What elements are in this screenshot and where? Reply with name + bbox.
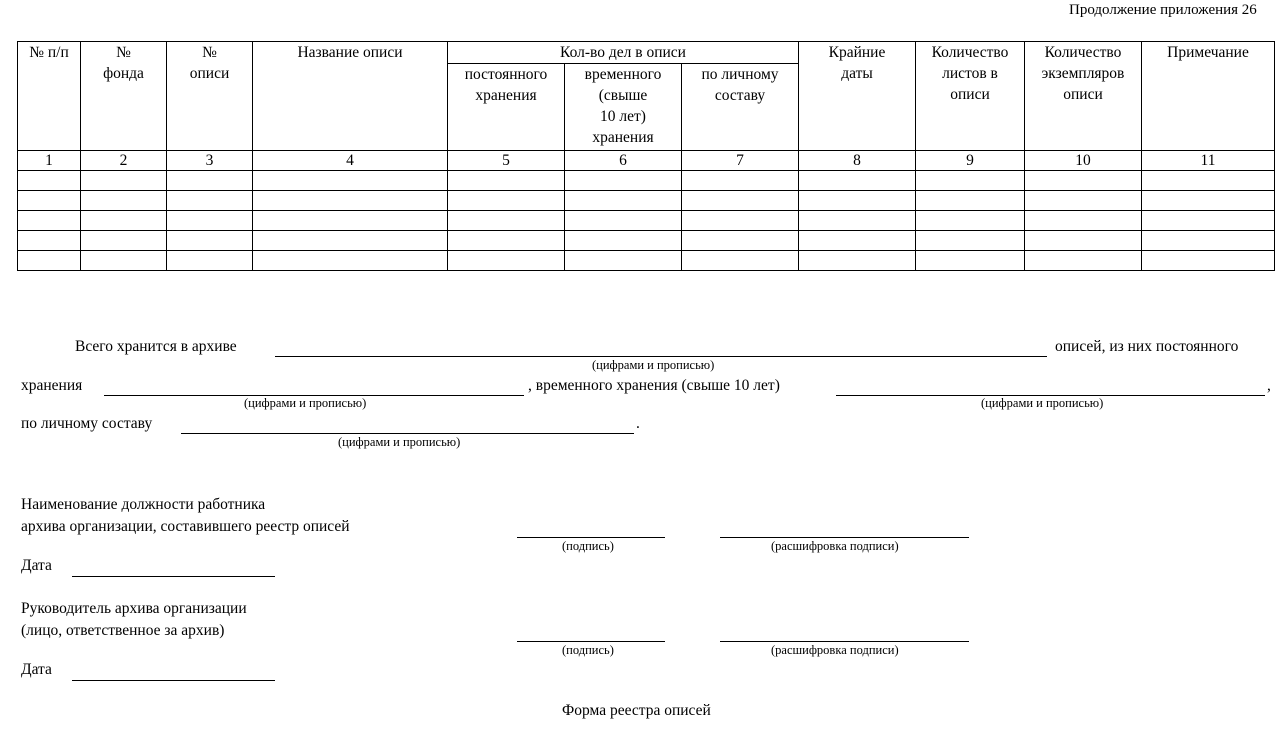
total-label: Всего хранится в архиве xyxy=(75,338,237,355)
table-cell[interactable] xyxy=(253,191,448,211)
table-cell[interactable] xyxy=(18,251,81,271)
table-cell[interactable] xyxy=(448,171,565,191)
compiler-signature-field[interactable] xyxy=(517,537,665,538)
table-cell[interactable] xyxy=(18,191,81,211)
table-cell[interactable] xyxy=(682,171,799,191)
subcol-header-permanent: постоянного хранения xyxy=(448,64,565,151)
table-cell[interactable] xyxy=(18,231,81,251)
column-number: 4 xyxy=(253,151,448,171)
table-cell[interactable] xyxy=(81,191,167,211)
table-cell[interactable] xyxy=(18,211,81,231)
table-cell[interactable] xyxy=(565,251,682,271)
head-title-line2: (лицо, ответственное за архив) xyxy=(21,622,225,639)
column-number: 8 xyxy=(799,151,916,171)
table-cell[interactable] xyxy=(682,231,799,251)
table-cell[interactable] xyxy=(1142,171,1275,191)
table-cell[interactable] xyxy=(81,211,167,231)
table-cell[interactable] xyxy=(81,251,167,271)
table-cell[interactable] xyxy=(916,231,1025,251)
form-title: Форма реестра описей xyxy=(562,702,711,719)
table-cell[interactable] xyxy=(682,211,799,231)
table-cell[interactable] xyxy=(1025,211,1142,231)
compiler-title-line1: Наименование должности работника xyxy=(21,496,266,513)
head-decoding-field[interactable] xyxy=(720,641,969,642)
compiler-date-field[interactable] xyxy=(72,576,275,577)
table-cell[interactable] xyxy=(682,191,799,211)
table-cell[interactable] xyxy=(167,211,253,231)
personnel-hint: (цифрами и прописью) xyxy=(338,435,461,449)
column-number: 6 xyxy=(565,151,682,171)
table-row xyxy=(18,171,1275,191)
col-header-copy-count: Количество экземпляров описи xyxy=(1025,42,1142,151)
table-cell[interactable] xyxy=(916,251,1025,271)
table-cell[interactable] xyxy=(1025,191,1142,211)
table-cell[interactable] xyxy=(1142,251,1275,271)
table-cell[interactable] xyxy=(1142,191,1275,211)
head-decoding-caption: (расшифровка подписи) xyxy=(771,643,899,657)
table-cell[interactable] xyxy=(253,231,448,251)
table-cell[interactable] xyxy=(565,171,682,191)
table-cell[interactable] xyxy=(916,211,1025,231)
compiler-title-line2: архива организации, составившего реестр описей xyxy=(21,518,350,535)
table-cell[interactable] xyxy=(253,211,448,231)
table-row xyxy=(18,211,1275,231)
col-header-date-range: Крайние даты xyxy=(799,42,916,151)
table-cell[interactable] xyxy=(81,171,167,191)
table-cell[interactable] xyxy=(799,191,916,211)
table-cell[interactable] xyxy=(448,251,565,271)
table-row xyxy=(18,231,1275,251)
compiler-decoding-field[interactable] xyxy=(720,537,969,538)
table-cell[interactable] xyxy=(167,191,253,211)
total-suffix: описей, из них постоянного xyxy=(1055,338,1239,355)
compiler-decoding-caption: (расшифровка подписи) xyxy=(771,539,899,553)
table-cell[interactable] xyxy=(916,191,1025,211)
table-cell[interactable] xyxy=(167,231,253,251)
column-number-row xyxy=(18,151,1275,171)
head-date-label: Дата xyxy=(21,661,52,678)
head-date-field[interactable] xyxy=(72,680,275,681)
table-cell[interactable] xyxy=(253,171,448,191)
compiler-date-label: Дата xyxy=(21,557,52,574)
col-header-file-count: Кол-во дел в описи xyxy=(448,42,799,64)
column-number: 1 xyxy=(18,151,81,171)
appendix-note: Продолжение приложения 26 xyxy=(1069,2,1257,18)
head-title-line1: Руководитель архива организации xyxy=(21,600,247,617)
table-cell[interactable] xyxy=(682,251,799,271)
col-header-fund: № фонда xyxy=(81,42,167,151)
table-cell[interactable] xyxy=(1025,171,1142,191)
temporary-comma: , xyxy=(1267,377,1271,394)
table-cell[interactable] xyxy=(18,171,81,191)
table-cell[interactable] xyxy=(916,171,1025,191)
table-cell[interactable] xyxy=(1025,251,1142,271)
table-cell[interactable] xyxy=(253,251,448,271)
permanent-hint: (цифрами и прописью) xyxy=(244,396,367,410)
col-header-inventory-name: Название описи xyxy=(253,42,448,151)
column-number: 11 xyxy=(1142,151,1275,171)
compiler-signature-caption: (подпись) xyxy=(562,539,614,553)
temporary-hint: (цифрами и прописью) xyxy=(981,396,1104,410)
permanent-label: хранения xyxy=(21,377,83,394)
table-cell[interactable] xyxy=(565,231,682,251)
personnel-period: . xyxy=(636,415,640,432)
column-number: 9 xyxy=(916,151,1025,171)
head-signature-caption: (подпись) xyxy=(562,643,614,657)
col-header-note: Примечание xyxy=(1142,42,1275,151)
table-cell[interactable] xyxy=(565,191,682,211)
column-number: 5 xyxy=(448,151,565,171)
personnel-label: по личному составу xyxy=(21,415,153,432)
col-header-sheet-count: Количество листов в описи xyxy=(916,42,1025,151)
table-cell[interactable] xyxy=(167,251,253,271)
table-cell[interactable] xyxy=(565,211,682,231)
column-number: 7 xyxy=(682,151,799,171)
table-cell[interactable] xyxy=(799,211,916,231)
column-number: 3 xyxy=(167,151,253,171)
header-row xyxy=(18,42,1275,64)
table-cell[interactable] xyxy=(799,251,916,271)
personnel-field[interactable] xyxy=(181,433,634,434)
table-row xyxy=(18,251,1275,271)
registry-table xyxy=(17,41,1275,271)
table-cell[interactable] xyxy=(799,171,916,191)
table-cell[interactable] xyxy=(167,171,253,191)
column-number: 10 xyxy=(1025,151,1142,171)
table-cell[interactable] xyxy=(448,211,565,231)
table-cell[interactable] xyxy=(81,231,167,251)
table-cell[interactable] xyxy=(1025,231,1142,251)
table-cell[interactable] xyxy=(448,191,565,211)
subcol-header-personnel: по личному составу xyxy=(682,64,799,151)
col-header-number: № п/п xyxy=(18,42,81,151)
table-cell[interactable] xyxy=(1142,211,1275,231)
temporary-label: , временного хранения (свыше 10 лет) xyxy=(528,377,780,394)
head-signature-field[interactable] xyxy=(517,641,665,642)
subcol-header-temporary: временного (свыше 10 лет) хранения xyxy=(565,64,682,151)
col-header-inventory: № описи xyxy=(167,42,253,151)
table-cell[interactable] xyxy=(1142,231,1275,251)
table-cell[interactable] xyxy=(448,231,565,251)
total-field[interactable] xyxy=(275,356,1047,357)
table-row xyxy=(18,191,1275,211)
column-number: 2 xyxy=(81,151,167,171)
total-hint: (цифрами и прописью) xyxy=(592,358,715,372)
table-cell[interactable] xyxy=(799,231,916,251)
